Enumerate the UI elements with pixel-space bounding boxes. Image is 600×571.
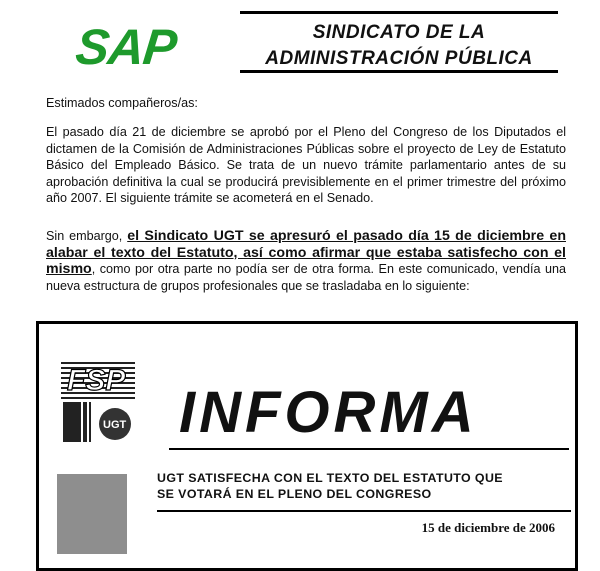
- bulletin-date: 15 de diciembre de 2006: [421, 520, 555, 535]
- fsp-ugt-logo: [57, 356, 139, 446]
- letter-paragraph-1: El pasado día 21 de diciembre se aprobó por el Pleno del Congreso de los Diputados el dictamen de la Comisión de Administraciones Públicas sobre el proyecto de Ley de Estatuto Básico del Empleado Básico. Se trata de un nuevo trámite parlamentario antes de su aprobación definitiva la cual se producirá previsiblemente en el primer trimestre del próximo año 2007. El siguiente trámite se acometerá en el Senado.: [46, 125, 566, 205]
- date-rule: [157, 510, 571, 512]
- paragraph-2-rest: , como por otra parte no podía ser de otra forma. En este comunicado, vendía una nueva estructura de grupos profesionales que se trasladaba en lo siguiente:: [46, 262, 566, 293]
- paragraph-2-intro: Sin embargo,: [46, 229, 128, 243]
- fsp-logo-text: FSP: [67, 364, 126, 397]
- letter-paragraph-2: [46, 228, 566, 294]
- letter-greeting: Estimados compañeros/as:: [46, 96, 198, 110]
- bulletin-masthead: INFORMA: [179, 380, 478, 445]
- sap-logo: SAP: [73, 19, 179, 75]
- organization-title-line2: ADMINISTRACIÓN PÚBLICA: [265, 48, 533, 69]
- masthead-rule: [169, 448, 569, 450]
- bulletin-headline-line1: UGT SATISFECHA CON EL TEXTO DEL ESTATUTO QUE: [157, 471, 503, 485]
- ugt-logo-text: UGT: [103, 419, 127, 431]
- paragraph-2-emphasis: el Sindicato UGT se apresuró el pasado día 15 de diciembre en alabar el texto del Estatuto, así como afirmar que estaba satisfecho con el mismo: [46, 228, 566, 277]
- bulletin-headline-line2: SE VOTARÁ EN EL PLENO DEL CONGRESO: [157, 487, 432, 501]
- bulletin-headline: [157, 470, 567, 502]
- bulletin-clipping: [36, 321, 578, 571]
- grey-decoration: [57, 474, 127, 554]
- organization-title: [240, 11, 558, 73]
- organization-title-line1: SINDICATO DE LA: [312, 22, 486, 43]
